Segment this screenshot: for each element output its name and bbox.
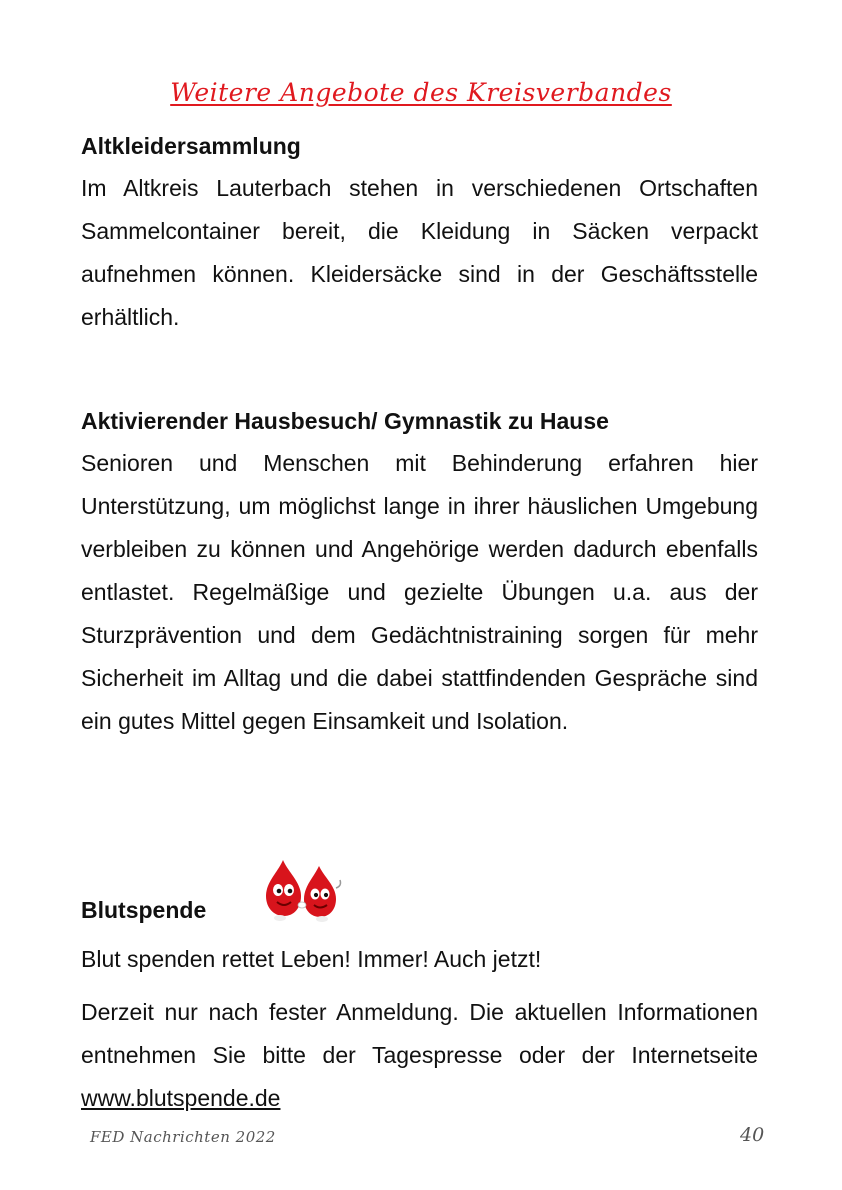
blutspende-slogan: Blut spenden rettet Leben! Immer! Auch jetzt! — [81, 946, 542, 972]
section-text-altkleider: Im Altkreis Lauterbach stehen in verschiedenen Ortschaften Sammelcontainer bereit, die Kleidung in Säcken verpackt aufnehmen können. Kleidersäcke sind in der Geschäftsstelle erhältlich. — [81, 175, 758, 330]
footer-publication: FED Nachrichten 2022 — [90, 1128, 276, 1146]
blutspende-website-link[interactable]: www.blutspende.de — [81, 1085, 281, 1111]
section-heading-altkleider: Altkleidersammlung — [81, 133, 301, 159]
blutspende-info-text: Derzeit nur nach fester Anmeldung. Die aktuellen Informationen entnehmen Sie bitte der Tagespresse oder der Internetseite — [81, 999, 758, 1068]
section-text-hausbesuch: Senioren und Menschen mit Behinderung erfahren hier Unterstützung, um möglichst lange in ihrer häuslichen Umgebung verbleiben zu können und Angehörige werden dadurch ebenfalls entlastet. Regelmäßige und gezielte Übungen u.a. aus der Sturzprävention und dem Gedächtnistraining sorgen für mehr Sicherheit im Alltag und die dabei stattfindenden Gespräche sind ein gutes Mittel gegen Einsamkeit und Isolation. — [81, 450, 758, 734]
page-title: Weitere Angebote des Kreisverbandes — [170, 78, 672, 107]
blutspende-text — [81, 991, 758, 1120]
blood-drop-mascots-icon — [256, 858, 346, 922]
page-number: 40 — [740, 1124, 765, 1146]
section-heading-hausbesuch: Aktivierender Hausbesuch/ Gymnastik zu Hause — [81, 408, 609, 434]
section-heading-blutspende: Blutspende — [81, 897, 207, 923]
